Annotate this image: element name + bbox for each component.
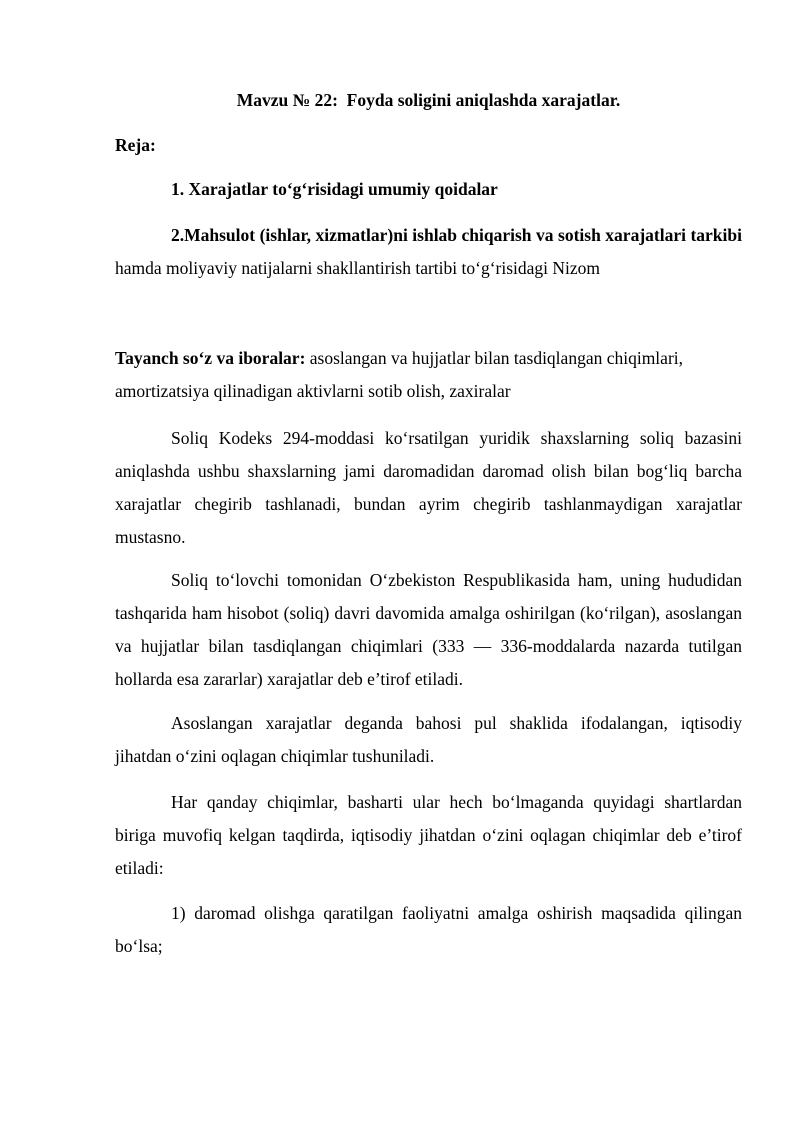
plan-item-1-bold: 1. Xarajatlar to‘g‘risidagi umumiy qoidalar (171, 179, 498, 199)
body-paragraph: Asoslangan xarajatlar deganda bahosi pul shaklida ifodalangan, iqtisodiy jihatdan o‘zini oqlagan chiqimlar tushuniladi. (115, 713, 742, 766)
plan-item-2-rest: hamda moliyaviy natijalarni shakllantirish tartibi to‘g‘risidagi Nizom (115, 258, 601, 278)
keywords-paragraph (115, 342, 742, 408)
plan-item-2-bold: 2.Mahsulot (ishlar, xizmatlar)ni ishlab chiqarish va sotish xarajatlari tarkibi (171, 225, 742, 245)
keywords-text: asoslangan va hujjatlar bilan tasdiqlangan chiqimlari, amortizatsiya qilinadigan aktivlarni sotib olish, zaxiralar (115, 348, 684, 401)
body-paragraph: Soliq to‘lovchi tomonidan O‘zbekiston Respublikasida ham, uning hududidan tashqarida ham hisobot (soliq) davri davomida amalga oshirilgan (ko‘rilgan), asoslangan va hujjatlar bilan tasdiqlangan chiqimlari (333 — 336-moddalarda nazarda tutilgan hollarda esa zararlar) xarajatlar deb e’tirof etiladi. (115, 570, 742, 689)
document-title: Mavzu № 22: Foyda soligini aniqlashda xarajatlar. (236, 90, 621, 110)
body-paragraph: 1) daromad olishga qaratilgan faoliyatni amalga oshirish maqsadida qilingan bo‘lsa; (115, 903, 742, 956)
plan-item-1 (115, 173, 742, 206)
plan-label: Reja: (115, 135, 156, 155)
plan-item-2 (115, 219, 742, 285)
keywords-label: Tayanch so‘z va iboralar: (115, 348, 306, 368)
body-paragraph: Soliq Kodeks 294-moddasi ko‘rsatilgan yuridik shaxslarning soliq bazasini aniqlashda ushbu shaxslarning jami daromadidan daromad olish bilan bog‘liq barcha xarajatlar chegirib tashlanadi, bundan ayrim chegirib tashlanmaydigan xarajatlar mustasno. (115, 428, 742, 547)
body-paragraph: Har qanday chiqimlar, basharti ular hech bo‘lmaganda quyidagi shartlardan biriga muvofiq kelgan taqdirda, iqtisodiy jihatdan o‘zini oqlagan chiqimlar deb e’tirof etiladi: (115, 792, 742, 878)
